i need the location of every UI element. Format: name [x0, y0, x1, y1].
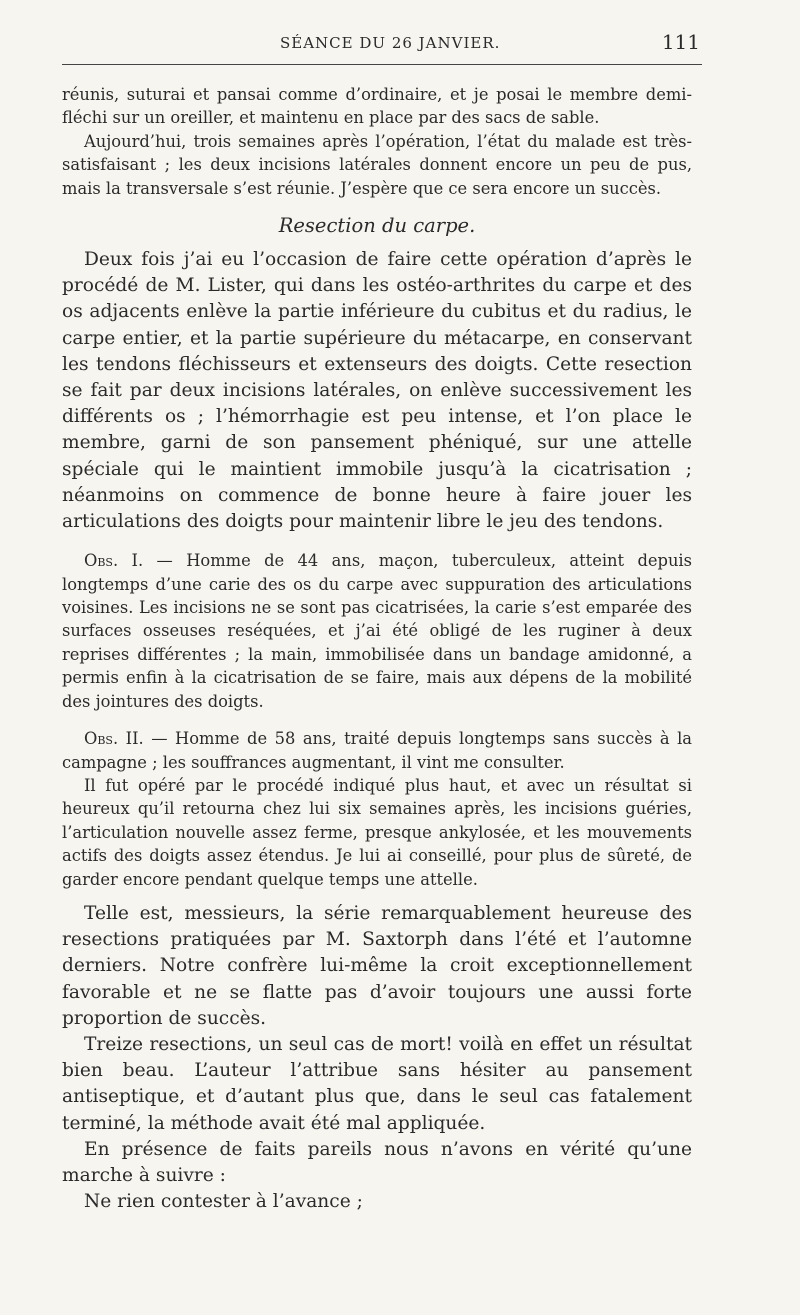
observation-1-label: Obs. I. — [84, 551, 144, 571]
observation-1-text: — Homme de 44 ans, maçon, tuberculeux, atteint depuis longtemps d’une carie des os du carpe avec suppuration des articulations voisines. Les incisions ne se sont pas cicatrisées, la carie s’est emparée des surfaces osseuses reséquées, et j’ai été obligé de les ruginer à deux reprises différentes ; la main, immobilisée dans un bandage amidonné, a permis enfin à la cicatrisation de se faire, mais aux dépens de la mobilité des jointures des doigts. — [62, 551, 692, 711]
paragraph-series-summary: Telle est, messieurs, la série remarquablement heureuse des resections pratiquées par M. Saxtorph dans l’été et l’automne derniers. Notre confrère lui-même la croit exceptionnellement favorable et ne se flatte pas d’avoir toujours une aussi forte proportion de succès. — [62, 902, 692, 1029]
section-title: Resection du carpe. — [278, 214, 476, 238]
observation-2-label: Obs. II. — [84, 729, 144, 749]
paragraph-patient-status: Aujourd’hui, trois semaines après l’opération, l’état du malade est très-satisfaisant ; les deux incisions latérales donnent encore un peu de pus, mais la transversale s’est réunie. J’espère que ce sera encore un succès. — [62, 131, 692, 198]
header-rule — [62, 64, 702, 65]
page-number: 111 — [661, 30, 700, 54]
paragraph-conclusion: En présence de faits pareils nous n’avons en vérité qu’une marche à suivre : — [62, 1138, 692, 1186]
page-body — [62, 83, 692, 1215]
paragraph-results: Treize resections, un seul cas de mort! voilà en effet un résultat bien beau. L’auteur l’attribue sans hésiter au pansement antiseptique, et d’autant plus que, dans le seul cas fatalement terminé, la méthode avait été mal appliquée. — [62, 1033, 692, 1134]
observation-2-text: — Homme de 58 ans, traité depuis longtemps sans succès à la campagne ; les souffrances augmentant, il vint me consulter. — [62, 729, 693, 772]
paragraph-carpe-procedure: Deux fois j’ai eu l’occasion de faire cette opération d’après le procédé de M. Lister, qui dans les ostéo-arthrites du carpe et des os adjacents enlève la partie inférieure du cubitus et du radius, le carpe entier, et la partie supérieure du métacarpe, en conservant les tendons fléchisseurs et extenseurs des doigts. Cette resection se fait par deux incisions latérales, on enlève successivement les différents os ; l’hémorrhagie est peu intense, et l’on place le membre, garni de son pansement phéniqué, sur une attelle spéciale qui le maintient immobile jusqu’à la cicatrisation ; néanmoins on commence de bonne heure à faire jouer les articulations des doigts pour maintenir libre le jeu des tendons. — [62, 249, 692, 533]
running-title: SÉANCE DU 26 JANVIER. — [280, 34, 501, 52]
observation-2-continuation: Il fut opéré par le procédé indiqué plus haut, et avec un résultat si heureux qu’il retourna chez lui six semaines après, les incisions guéries, l’articulation nouvelle assez ferme, presque ankylosée, et les mouvements actifs des doigts assez étendus. Je lui ai conseillé, pour plus de sûreté, de garder encore pendant quelque temps une attelle. — [62, 775, 692, 889]
paragraph-final-line: Ne rien contester à l’avance ; — [84, 1191, 363, 1213]
observation-1 — [62, 549, 692, 713]
page-header — [62, 30, 700, 60]
paragraph-continuation: réunis, suturai et pansai comme d’ordinaire, et je posai le membre demi-fléchi sur un oreiller, et maintenu en place par des sacs de sable. — [62, 85, 692, 128]
observation-2 — [62, 727, 692, 774]
